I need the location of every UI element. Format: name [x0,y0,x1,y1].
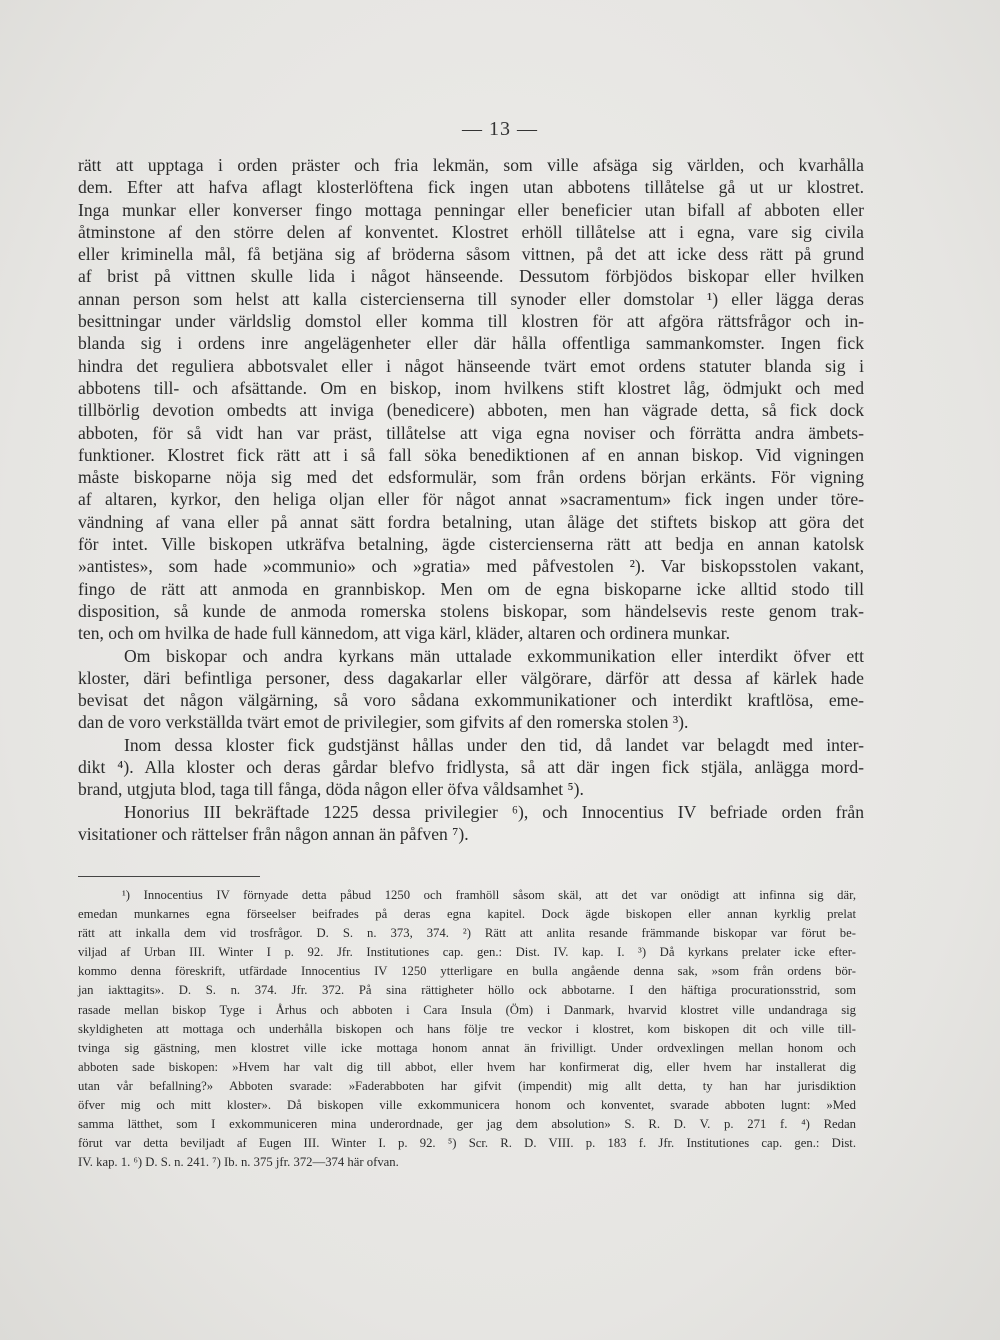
text-line: »antistes», som hade »communio» och »gratia» med påfvestolen ²). Var biskopsstolen vakant, [78,556,864,577]
footnote-line: tvinga sig gästning, men klostret ville icke mottaga honom annat än frivilligt. Under ordvexlingen mellan honom och [78,1040,856,1055]
text-line: dem. Efter att hafva aflagt klosterlöftena fick ingen utan abbotens tillåtelse gå ut ur klostret. [78,177,864,198]
text-line: bevisat det någon välgärning, så voro sådana exkommunikationer och interdikt kraftlösa, eme- [78,690,864,711]
text-line: Inom dessa kloster fick gudstjänst hållas under den tid, då landet var belagdt med inter- [124,734,864,755]
text-line: visitationer och rättelser från någon annan än påfven ⁷). [78,823,469,844]
body-text [78,154,864,845]
text-line: ten, och om hvilka de hade full kännedom, att viga kärl, kläder, altaren och ordinera munkar. [78,623,730,644]
footnote-line: samma lätthet, som I exkommuniceren mina underordnade, ger jag dem absolution» S. R. D. V. p. 271 f. ⁴) Redan [78,1117,856,1132]
text-line: åtminstone af den större delen af konventet. Klostret erhöll tillåtelse att i egna, vare sig civila [78,221,864,242]
text-line: disposition, så kunde de anmoda romerska stolens biskopar, som händelsevis reste genom trak- [78,600,864,621]
text-line: af brist på vittnen skulle lida i något hänseende. Dessutom förbjödos biskopar eller hvilken [78,266,864,287]
text-line: dan de voro verkställda tvärt emot de privilegier, som gifvits af den romerska stolen ³). [78,712,689,733]
footnote-line: kommo denna föreskrift, utfärdade Innocentius IV 1250 ytterligare en bulla angående denna sak, »som från ordens bör- [78,964,856,979]
footnote-line: utan vår befallning?» Abboten svarade: »Faderabboten har gifvit (impendit) mig allt detta, ty han har jurisdiktion [78,1078,856,1093]
text-line: funktioner. Klostret fick rätt att i så fall söka benediktionen af en annan biskop. Vid vigningen [78,444,864,465]
footnote-line: öfver mig och mitt kloster». Då biskopen ville exkommunicera honom och konventet, svarade abboten lugnt: »Med [78,1098,856,1113]
text-line: måste biskoparne nöja sig med det edsformulär, som från ordens början erkänts. För vigning [78,467,864,488]
footnote-line: skyldigheten att mottaga och underhålla biskopen och hans följe tre veckor i klostret, kom biskopen dit och ville till- [78,1021,856,1036]
text-line: vändning af vana eller på annat sätt fordra betalning, utan åläge det stiftets biskop att göra det [78,511,864,532]
footnote-line: rasade mellan biskop Tyge i Århus och abboten i Cara Insula (Öm) i Danmark, hvarvid klostret ville undandraga sig [78,1002,856,1017]
text-line: tillbörlig devotion ombedts att inviga (benedicere) abboten, men han vägrade detta, så fick dock [78,400,864,421]
footnote-line: förut var detta beviljadt af Eugen III. Winter I. p. 92. ⁵) Scr. R. D. VIII. p. 183 f. Jfr. Institutiones cap. gen.: Dist. [78,1136,856,1151]
text-line: af altaren, kyrkor, den heliga oljan eller för något annat »sacramentum» fick ingen under töre- [78,489,864,510]
footnote-line: ¹) Innocentius IV förnyade detta påbud 1250 och framhöll såsom skäl, att det var onödigt att infinna sig där, [122,888,856,902]
footnotes [78,886,856,1172]
text-line: abbotens till- och afsättande. Om en biskop, inom hvilkens stift klostret låg, ödmjukt och med [78,377,864,398]
text-line: annan person som helst att kalla cistercienserna till synoder eller domstolar ¹) eller lägga deras [78,288,864,309]
text-line: abboten, för så vidt han var präst, tillåtelse att viga egna noviser och förrätta andra ämbets- [78,422,864,443]
footnote-line: IV. kap. 1. ⁶) D. S. n. 241. ⁷) Ib. n. 375 jfr. 372—374 här ofvan. [78,1155,399,1170]
footnote-line: rätt att inkalla dem vid trosfrågor. D. S. n. 373, 374. ²) Rätt att anlita resande främmande biskopar var förut be- [78,926,856,941]
text-line: blanda sig i ordens inre angelägenheter eller där hålla offentliga sammankomster. Ingen fick [78,333,864,354]
footnote-line: viljad af Urban III. Winter I p. 92. Jfr. Institutiones cap. gen.: Dist. IV. kap. I. ³) Då kyrkans prelater icke efter- [78,945,856,960]
footnote-divider [78,876,260,877]
text-line: rätt att upptaga i orden präster och fria lekmän, som ville afsäga sig världen, och kvarhålla [78,155,864,175]
footnote-line: jan iakttagits». D. S. n. 374. Jfr. 372. På sina rättigheter höllo ock abbotarne. I den häftiga procurationsstrid, som [78,983,856,998]
text-line: besittningar under världslig domstol eller komma till klostren för att afgöra rättsfrågor och in- [78,311,864,332]
footnote-line: emedan munkarnes egna förseelser beifrades på deras egna kapitel. Dock ägde biskopen eller annan kyrklig prelat [78,907,856,922]
text-line: för intet. Ville biskopen utkräfva betalning, ägde cistercienserna rätt att bedja en annan katolsk [78,534,864,555]
page-number: — 13 — [462,118,538,140]
footnote-line: abboten sade biskopen: »Hvem har valt dig till abbot, eller hvem har konfirmerat dig, eller hvem har installerat dig [78,1059,856,1074]
text-line: dikt ⁴). Alla kloster och deras gårdar blefvo fridlysta, så att där ingen fick stjäla, anlägga mord- [78,757,864,778]
text-line: Inga munkar eller konverser fingo mottaga penningar eller beneficier utan bifall af abboten eller [78,199,864,220]
text-line: hindra det reguliera abbotsvalet eller i något hänseende tvärt emot ordens statuter blanda sig i [78,355,864,376]
text-line: eller kriminella mål, få betjäna sig af bröderna såsom vittnen, på det att icke dess rätt på grund [78,244,864,265]
text-line: fingo de rätt att anmoda en grannbiskop. Men om de egna biskoparne icke alltid stodo till [78,578,864,599]
text-line: brand, utgjuta blod, taga till fånga, döda någon eller öfva våldsamhet ⁵). [78,779,584,800]
text-line: Honorius III bekräftade 1225 dessa privilegier ⁶), och Innocentius IV befriade orden från [124,801,864,822]
text-line: Om biskopar och andra kyrkans män uttalade exkommunikation eller interdikt öfver ett [124,645,864,666]
text-line: kloster, däri befintliga personer, dess dagakarlar eller välgörare, därför att dessa af kärlek hade [78,667,864,688]
